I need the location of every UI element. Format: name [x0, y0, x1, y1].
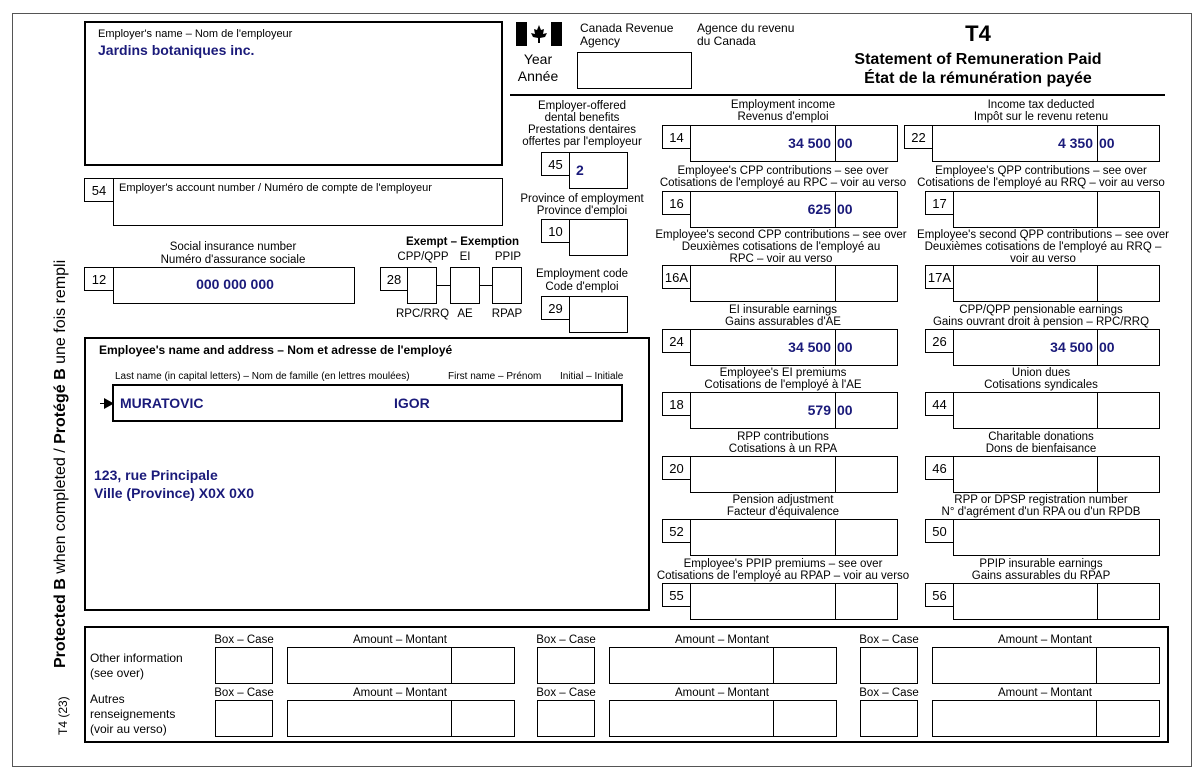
- cents-divider: [835, 192, 836, 227]
- agency-en: Canada Revenue Agency: [580, 21, 674, 48]
- cents-divider: [1097, 192, 1098, 227]
- address-line-1: 123, rue Principale: [94, 467, 218, 483]
- box-46-number: 46: [925, 456, 954, 480]
- initial-label: Initial – Initiale: [560, 371, 624, 382]
- dental-label-1: Employer-offered: [538, 100, 626, 112]
- exempt-ei-label: EI: [459, 251, 471, 263]
- box-18-dollars: 579: [807, 402, 831, 418]
- box-46-label-fr: Dons de bienfaisance: [985, 443, 1097, 455]
- year-label-en: Year: [523, 51, 553, 67]
- employment-code-field[interactable]: [569, 296, 628, 333]
- exempt-ppip-label: PPIP: [494, 251, 522, 263]
- address-line-2: Ville (Province) X0X 0X0: [94, 485, 255, 501]
- employer-name-label: Employer's name – Nom de l'employeur: [98, 28, 293, 40]
- form-code: T4: [965, 21, 991, 46]
- other-amount-field[interactable]: [287, 700, 515, 737]
- box-44-label-fr: Cotisations syndicales: [984, 379, 1098, 391]
- province-label-fr: Province d'emploi: [536, 205, 628, 217]
- box-22-number: 22: [904, 125, 933, 149]
- second-qpp-field[interactable]: [953, 265, 1160, 302]
- box-14-number: 14: [662, 125, 691, 149]
- exempt-rpap-label: RPAP: [491, 308, 523, 320]
- other-amount-field[interactable]: [609, 647, 837, 684]
- employment-code-label-en: Employment code: [535, 268, 629, 280]
- year-field[interactable]: [577, 52, 692, 89]
- cents-divider: [835, 457, 836, 492]
- employee-box: [84, 337, 650, 611]
- cents-divider: [1097, 126, 1098, 161]
- other-amount-label: Amount – Montant: [998, 687, 1092, 699]
- employee-section-label: Employee's name and address – Nom et adresse de l'employé: [99, 343, 453, 357]
- box-56-label-en: PPIP insurable earnings: [979, 558, 1103, 570]
- other-box-label: Box – Case: [214, 634, 274, 646]
- box-52-label-en: Pension adjustment: [732, 494, 834, 506]
- box-55-label-fr: Cotisations de l'employé au RPAP – voir au verso: [656, 570, 910, 582]
- ei-insurable-earnings-field[interactable]: [690, 329, 898, 366]
- cents-divider: [835, 266, 836, 301]
- other-info-fr-3: (voir au verso): [90, 722, 167, 736]
- other-box-label: Box – Case: [214, 687, 274, 699]
- other-amount-label: Amount – Montant: [998, 634, 1092, 646]
- canada-flag-icon: [516, 22, 562, 46]
- box-24-cents: 00: [837, 339, 853, 355]
- box-16-dollars: 625: [807, 201, 831, 217]
- cents-divider: [773, 648, 774, 683]
- rpp-contributions-field[interactable]: [690, 456, 898, 493]
- exempt-cpp-label: CPP/QPP: [397, 251, 449, 263]
- exempt-rpc-label: RPC/RRQ: [395, 308, 450, 320]
- protected-b-notice: [52, 260, 70, 668]
- exempt-connector: [480, 285, 492, 286]
- other-box-label: Box – Case: [536, 634, 596, 646]
- cents-divider: [1097, 330, 1098, 365]
- first-name-label: First name – Prénom: [448, 371, 542, 382]
- exempt-title: Exempt – Exemption: [405, 236, 520, 248]
- box-22-cents: 00: [1099, 135, 1115, 151]
- last-name-value: MURATOVIC: [120, 395, 204, 411]
- box-17a-label-2: Deuxièmes cotisations de l'employé au RRQ –: [924, 241, 1162, 253]
- box-54-number: 54: [84, 178, 114, 202]
- dental-field[interactable]: [569, 152, 628, 189]
- box-56-number: 56: [925, 583, 954, 607]
- other-box-code-field[interactable]: [537, 700, 595, 737]
- box-16a-number: 16A: [662, 265, 691, 289]
- cents-divider: [835, 584, 836, 619]
- cents-divider: [835, 330, 836, 365]
- box-26-label-fr: Gains ouvrant droit à pension – RPC/RRQ: [932, 316, 1150, 328]
- pension-adjustment-field[interactable]: [690, 519, 898, 556]
- box-45-number: 45: [541, 152, 570, 176]
- box-14-cents: 00: [837, 135, 853, 151]
- employer-account-label: Employer's account number / Numéro de compte de l'employeur: [119, 182, 432, 194]
- box-16-cents: 00: [837, 201, 853, 217]
- employer-account-field[interactable]: [113, 178, 503, 226]
- cpp-contributions-field[interactable]: [690, 191, 898, 228]
- sin-label-en: Social insurance number: [169, 241, 297, 253]
- employer-name-value: Jardins botaniques inc.: [98, 42, 255, 58]
- box-17a-label-3: voir au verso: [1010, 253, 1076, 265]
- une-fois-label: une fois rempli: [52, 259, 69, 369]
- other-box-label: Box – Case: [859, 687, 919, 699]
- box-28-number: 28: [380, 267, 408, 291]
- second-cpp-field[interactable]: [690, 265, 898, 302]
- other-box-code-field[interactable]: [215, 647, 273, 684]
- other-info-fr-1: Autres: [90, 692, 125, 706]
- box-50-label-fr: N° d'agrément d'un RPA ou d'un RPDB: [941, 506, 1141, 518]
- income-tax-field[interactable]: [932, 125, 1160, 162]
- box-16-label-fr: Cotisations de l'employé au RPC – voir au verso: [659, 177, 907, 189]
- other-box-code-field[interactable]: [860, 700, 918, 737]
- box-16-label-en: Employee's CPP contributions – see over: [677, 165, 889, 177]
- employment-income-field[interactable]: [690, 125, 898, 162]
- other-amount-field[interactable]: [287, 647, 515, 684]
- box-18-label-en: Employee's EI premiums: [719, 367, 847, 379]
- other-box-label: Box – Case: [536, 687, 596, 699]
- sin-label-fr: Numéro d'assurance sociale: [160, 254, 306, 266]
- dental-label-2: dental benefits: [544, 112, 620, 124]
- cents-divider: [835, 393, 836, 428]
- box-55-number: 55: [662, 583, 691, 607]
- sin-field[interactable]: [113, 267, 355, 304]
- box-52-number: 52: [662, 519, 691, 543]
- cents-divider: [773, 701, 774, 736]
- box-26-cents: 00: [1099, 339, 1115, 355]
- cents-divider: [1096, 701, 1097, 736]
- other-amount-field[interactable]: [609, 700, 837, 737]
- title-en: Statement of Remuneration Paid: [854, 51, 1102, 68]
- box-26-number: 26: [925, 329, 954, 353]
- qpp-contributions-field[interactable]: [953, 191, 1160, 228]
- box-24-label-en: EI insurable earnings: [728, 304, 838, 316]
- dental-value: 2: [576, 162, 584, 178]
- cents-divider: [451, 701, 452, 736]
- box-26-dollars: 34 500: [1050, 339, 1093, 355]
- agency-fr: Agence du revenu du Canada: [697, 21, 795, 48]
- other-amount-field[interactable]: [932, 647, 1160, 684]
- box-18-number: 18: [662, 392, 691, 416]
- cents-divider: [451, 648, 452, 683]
- box-16-number: 16: [662, 191, 691, 215]
- box-16a-label-1: Employee's second CPP contributions – see over: [655, 229, 907, 241]
- title-fr: État de la rémunération payée: [864, 70, 1092, 87]
- box-24-dollars: 34 500: [788, 339, 831, 355]
- box-20-number: 20: [662, 456, 691, 480]
- other-info-en-2: (see over): [90, 666, 145, 680]
- year-label-fr: Année: [517, 68, 559, 84]
- other-amount-label: Amount – Montant: [675, 687, 769, 699]
- box-17a-number: 17A: [925, 265, 954, 289]
- box-20-label-fr: Cotisations à un RPA: [728, 443, 838, 455]
- box-18-cents: 00: [837, 402, 853, 418]
- province-label-en: Province of employment: [520, 193, 644, 205]
- box-14-label-fr: Revenus d'emploi: [737, 111, 829, 123]
- when-completed-label: when completed /: [52, 443, 69, 579]
- exempt-cpp-checkbox[interactable]: [407, 267, 437, 304]
- box-24-number: 24: [662, 329, 691, 353]
- box-46-label-en: Charitable donations: [988, 431, 1094, 443]
- ppip-insurable-earnings-field[interactable]: [953, 583, 1160, 620]
- other-box-label: Box – Case: [859, 634, 919, 646]
- box-14-label-en: Employment income: [730, 99, 836, 111]
- box-50-number: 50: [925, 519, 954, 543]
- protected-label: Protected B: [52, 578, 69, 668]
- box-24-label-fr: Gains assurables d'AE: [725, 316, 841, 328]
- cents-divider: [1097, 457, 1098, 492]
- first-name-value: IGOR: [394, 395, 430, 411]
- last-name-label: Last name (in capital letters) – Nom de famille (en lettres moulées): [115, 371, 410, 382]
- box-22-dollars: 4 350: [1057, 135, 1093, 151]
- box-44-number: 44: [925, 392, 954, 416]
- other-amount-field[interactable]: [932, 700, 1160, 737]
- box-17-number: 17: [925, 191, 954, 215]
- charitable-donations-field[interactable]: [953, 456, 1160, 493]
- box-22-label-fr: Impôt sur le revenu retenu: [973, 111, 1109, 123]
- other-amount-label: Amount – Montant: [353, 687, 447, 699]
- other-box-code-field[interactable]: [215, 700, 273, 737]
- box-29-number: 29: [541, 296, 570, 320]
- box-18-label-fr: Cotisations de l'employé à l'AE: [704, 379, 862, 391]
- box-22-label-en: Income tax deducted: [987, 99, 1095, 111]
- other-amount-label: Amount – Montant: [675, 634, 769, 646]
- exempt-ei-checkbox[interactable]: [450, 267, 480, 304]
- employee-name-field[interactable]: [112, 384, 623, 422]
- exempt-connector: [437, 285, 450, 286]
- cents-divider: [835, 520, 836, 555]
- ppip-premiums-field[interactable]: [690, 583, 898, 620]
- exempt-ae-label: AE: [457, 308, 473, 320]
- box-16a-label-2: Deuxièmes cotisations de l'employé au: [681, 241, 881, 253]
- box-12-number: 12: [84, 267, 114, 291]
- box-44-label-en: Union dues: [1011, 367, 1071, 379]
- cents-divider: [1097, 393, 1098, 428]
- box-17-label-en: Employee's QPP contributions – see over: [935, 165, 1147, 177]
- rpp-registration-field[interactable]: [953, 519, 1160, 556]
- dental-label-3: Prestations dentaires: [527, 124, 637, 136]
- box-17a-label-1: Employee's second QPP contributions – see over: [917, 229, 1169, 241]
- employer-name-box[interactable]: [84, 21, 503, 166]
- cents-divider: [1097, 266, 1098, 301]
- ei-premiums-field[interactable]: [690, 392, 898, 429]
- employment-code-label-fr: Code d'emploi: [545, 281, 619, 293]
- box-14-dollars: 34 500: [788, 135, 831, 151]
- union-dues-field[interactable]: [953, 392, 1160, 429]
- pensionable-earnings-field[interactable]: [953, 329, 1160, 366]
- other-box-code-field[interactable]: [537, 647, 595, 684]
- province-field[interactable]: [569, 219, 628, 256]
- box-17-label-fr: Cotisations de l'employé au RRQ – voir au verso: [917, 177, 1165, 189]
- header-rule: [510, 94, 1165, 96]
- box-10-number: 10: [541, 219, 570, 243]
- box-20-label-en: RPP contributions: [737, 431, 829, 443]
- other-info-fr-2: renseignements: [90, 707, 176, 721]
- cents-divider: [1097, 584, 1098, 619]
- box-52-label-fr: Facteur d'équivalence: [726, 506, 840, 518]
- other-box-code-field[interactable]: [860, 647, 918, 684]
- other-info-en-1: Other information: [90, 651, 183, 665]
- protege-label: Protégé B: [52, 368, 69, 444]
- box-16a-label-3: RPC – voir au verso: [729, 253, 833, 265]
- form-reference: T4 (23): [56, 696, 70, 735]
- box-55-label-en: Employee's PPIP premiums – see over: [683, 558, 883, 570]
- box-50-label-en: RPP or DPSP registration number: [954, 494, 1128, 506]
- cents-divider: [1096, 648, 1097, 683]
- dental-label-4: offertes par l'employeur: [522, 136, 642, 148]
- sin-value: 000 000 000: [196, 276, 274, 292]
- box-26-label-en: CPP/QPP pensionable earnings: [959, 304, 1123, 316]
- box-56-label-fr: Gains assurables du RPAP: [971, 570, 1111, 582]
- other-amount-label: Amount – Montant: [353, 634, 447, 646]
- cents-divider: [835, 126, 836, 161]
